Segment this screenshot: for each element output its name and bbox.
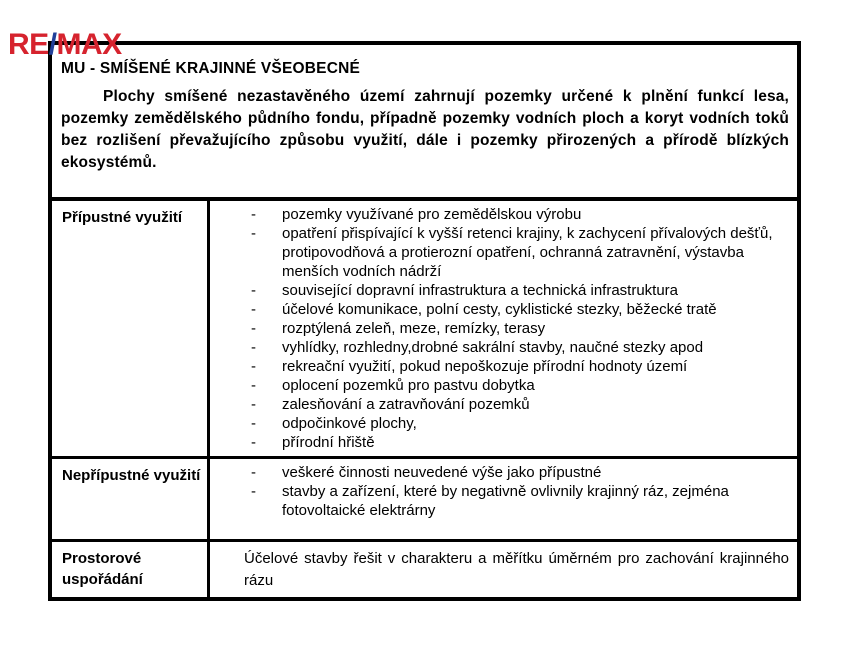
remax-logo — [8, 30, 122, 60]
intro-section — [52, 45, 797, 201]
table-row — [52, 539, 797, 597]
row-content — [207, 201, 797, 456]
list-item: - související dopravní infrastruktura a technická infrastruktura — [210, 281, 789, 300]
list-item: - účelové komunikace, polní cesty, cyklistické stezky, běžecké tratě — [210, 300, 789, 319]
remax-logo-max: MAX — [56, 28, 122, 61]
list-item: - rekreační využití, pokud nepoškozuje přírodní hodnoty území — [210, 357, 789, 376]
remax-logo-re: RE — [8, 28, 49, 61]
remax-logo-slash-icon: / — [48, 28, 57, 61]
list-item: - pozemky využívané pro zemědělskou výrobu — [210, 205, 789, 224]
table-row — [52, 201, 797, 456]
item-list — [210, 205, 789, 452]
list-item: - odpočinkové plochy, — [210, 414, 789, 433]
document-frame — [48, 41, 801, 601]
list-item: - oplocení pozemků pro pastvu dobytka — [210, 376, 789, 395]
list-item: - opatření přispívající k vyšší retenci krajiny, k zachycení přívalových dešťů, protipovodňová a protierozní opatření, ochranná zatravnění, výstavba menších vodních nádrží — [210, 224, 789, 281]
intro-paragraph: Plochy smíšené nezastavěného území zahrnují pozemky určené k plnění funkcí lesa, pozemky zemědělského půdního fondu, případně pozemky vodních ploch a koryt vodních toků bez rozlišení převažujícího způsobu využití, dále i pozemky přirozených a přírodě blízkých ekosystémů. — [61, 88, 789, 171]
row-label: Přípustné využití — [62, 209, 183, 226]
row-content — [207, 459, 797, 539]
row-label: Nepřípustné využití — [62, 467, 201, 484]
row-paragraph: Účelové stavby řešit v charakteru a měřítku úměrném pro zachování krajinného rázu — [244, 550, 789, 589]
list-item: - zalesňování a zatravňování pozemků — [210, 395, 789, 414]
list-item: - stavby a zařízení, které by negativně ovlivnily krajinný ráz, zejména fotovoltaické elektrárny — [210, 482, 789, 520]
list-item: - přírodní hřiště — [210, 433, 789, 452]
row-label: Prostorové uspořádání — [62, 550, 143, 588]
list-item: - rozptýlená zeleň, meze, remízky, terasy — [210, 319, 789, 338]
list-item: - veškeré činnosti neuvedené výše jako přípustné — [210, 463, 789, 482]
zoning-table — [52, 201, 797, 597]
item-list — [210, 463, 789, 520]
list-item: - vyhlídky, rozhledny,drobné sakrální stavby, naučné stezky apod — [210, 338, 789, 357]
table-row — [52, 456, 797, 539]
page-title: MU - SMÍŠENÉ KRAJINNÉ VŠEOBECNÉ — [61, 60, 361, 77]
row-content — [207, 542, 797, 597]
